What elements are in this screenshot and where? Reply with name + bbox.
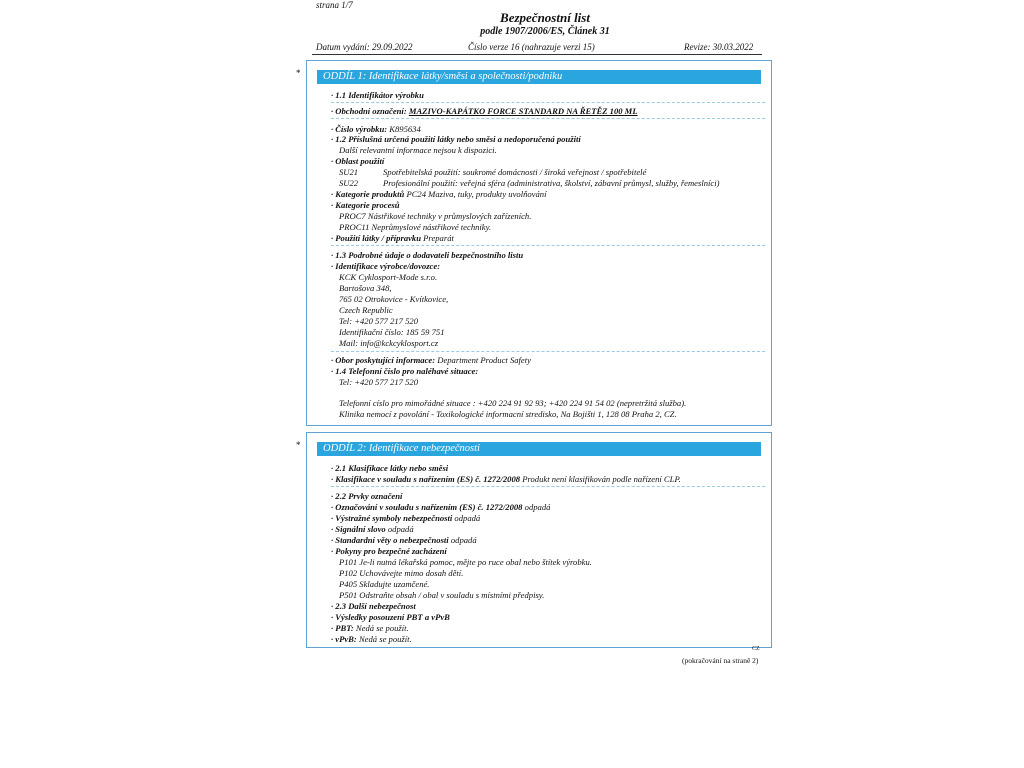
vpvb-label: · vPvB: [331, 634, 357, 644]
product-category-label: · Kategorie produktů [331, 189, 405, 199]
process-category-label: · Kategorie procesů [331, 200, 400, 210]
pbt-results-label: · Výsledky posouzení PBT a vPvB [331, 612, 450, 622]
document-subtitle: podle 1907/2006/ES, Článek 31 [480, 26, 610, 37]
information-department-row [331, 355, 531, 366]
issue-date: Datum vydání: 29.09.2022 [316, 42, 413, 52]
dashed-divider [331, 245, 765, 246]
section-2 [306, 432, 772, 648]
dashed-divider [331, 351, 765, 352]
section-2-heading: ODDÍL 2: Identifikace nebezpečnosti [317, 442, 761, 456]
company-id-number: Identifikační číslo: 185 59 751 [339, 327, 445, 337]
emergency-services-line-2: Klinika nemocí z povolání - Toxikologické informacní stredisko, Na Bojišti 1, 128 08 Praha 2, CZ. [339, 409, 677, 419]
su22-text: Profesionální použití: veřejná sféra (administrativa, školství, zábavní průmysl, služby, řemeslníci) [383, 178, 720, 188]
country-code: CZ [752, 646, 760, 652]
product-number-value: K895634 [389, 124, 421, 134]
hazard-statements-value: odpadá [450, 535, 477, 545]
pbt-value: Nedá se použít. [355, 623, 409, 633]
signal-word-row [331, 524, 414, 535]
signal-word-value: odpadá [387, 524, 414, 534]
information-department-label: · Obor poskytující informace: [331, 355, 436, 365]
use-value: Preparát [423, 233, 454, 243]
product-number-label: · Číslo výrobku: [331, 124, 388, 134]
pbt-row [331, 623, 409, 634]
su21-code: SU21 [339, 167, 359, 177]
trade-name-value: MAZIVO-KAPÁTKO FORCE STANDARD NA ŘETĚZ 100 ML [408, 106, 638, 116]
trade-name-label: · Obchodní označení: [331, 106, 407, 116]
p405-statement: P405 Skladujte uzamčené. [339, 579, 430, 589]
classification-row [331, 474, 681, 485]
revision-date: Revize: 30.03.2022 [684, 42, 754, 52]
uses-note: Další relevantní informace nejsou k dispozici. [339, 145, 497, 155]
emergency-services-line-1: Telefonní císlo pro mimořádné situace : +420 224 91 92 93; +420 224 91 54 02 (nepretržitá služba). [339, 398, 687, 408]
su21-text: Spotřebitelská použití: soukromé domácnosti / široká veřejnost / spotřebitelé [383, 167, 647, 177]
dashed-divider [331, 118, 765, 119]
continued-note: (pokračování na straně 2) [682, 656, 759, 665]
area-of-use-label: · Oblast použití [331, 156, 385, 166]
company-phone: Tel: +420 577 217 520 [339, 316, 419, 326]
use-label: · Použití látky / přípravku [331, 233, 422, 243]
hazard-symbols-value: odpadá [454, 513, 481, 523]
vpvb-value: Nedá se použít. [358, 634, 412, 644]
labelling-row [331, 502, 550, 513]
section-1 [306, 60, 772, 426]
version-number: Číslo verze 16 (nahrazuje verzi 15) [468, 42, 595, 52]
classification-value: Produkt není klasifikován podle nařízení CLP. [522, 474, 681, 484]
product-category-row [331, 189, 546, 200]
company-city: 765 02 Otrokovice - Kvítkovice, [339, 294, 449, 304]
emergency-phone: Tel: +420 577 217 520 [339, 377, 419, 387]
labelling-label: · Označování v souladu s nařízením (ES) č. 1272/2008 [331, 502, 523, 512]
classification-label: · 2.1 Klasifikace látky nebo směsi [331, 463, 449, 473]
labelling-value: odpadá [524, 502, 551, 512]
company-country: Czech Republic [339, 305, 393, 315]
use-row [331, 233, 454, 244]
header-rule [312, 54, 762, 55]
product-category-value: PC24 Maziva, tuky, produkty uvolňování [406, 189, 547, 199]
company-email: Mail: info@kckcyklosport.cz [339, 338, 439, 348]
vpvb-row [331, 634, 412, 645]
hazard-statements-row [331, 535, 477, 546]
other-hazards-label: · 2.3 Další nebezpečnost [331, 601, 416, 611]
supplier-details-label: · 1.3 Podrobné údaje o dodavateli bezpečnostního listu [331, 250, 524, 260]
precautionary-label: · Pokyny pro bezpečné zacházení [331, 546, 447, 556]
su22-row [339, 178, 719, 189]
classification-regulation-label: · Klasifikace v souladu s nařízením (ES) č. 1272/2008 [331, 474, 521, 484]
information-department-value: Department Product Safety [437, 355, 531, 365]
proc7-row: PROC7 Nástřikové techniky v průmyslových zařízeních. [339, 211, 532, 221]
change-marker: * [296, 68, 301, 78]
su22-code: SU22 [339, 178, 359, 188]
hazard-symbols-row [331, 513, 480, 524]
section-1-heading: ODDÍL 1: Identifikace látky/směsi a společnosti/podniku [317, 70, 761, 84]
emergency-phone-label: · 1.4 Telefonní číslo pro naléhavé situace: [331, 366, 479, 376]
dashed-divider [331, 102, 765, 103]
company-name: KCK Cyklosport-Mode s.r.o. [339, 272, 438, 282]
hazard-symbols-label: · Výstražné symboly nebezpečnosti [331, 513, 453, 523]
page-number: strana 1/7 [316, 0, 353, 10]
p501-statement: P501 Odstraňte obsah / obal v souladu s místními předpisy. [339, 590, 545, 600]
trade-name-row [331, 106, 638, 117]
document-title: Bezpečnostní list [500, 10, 590, 25]
p101-statement: P101 Je-li nutná lékařská pomoc, mějte po ruce obal nebo štítek výrobku. [339, 557, 592, 567]
su21-row [339, 167, 646, 178]
signal-word-label: · Signální slovo [331, 524, 386, 534]
hazard-statements-label: · Standardní věty o nebezpečnosti [331, 535, 449, 545]
proc11-row: PROC11 Neprůmyslové nástřikové techniky. [339, 222, 492, 232]
identifier-label: · 1.1 Identifikátor výrobku [331, 90, 424, 100]
pbt-label: · PBT: [331, 623, 354, 633]
p102-statement: P102 Uchovávejte mimo dosah dětí. [339, 568, 464, 578]
label-elements-label: · 2.2 Prvky označení [331, 491, 403, 501]
change-marker: * [296, 440, 301, 450]
company-street: Bartošova 348, [339, 283, 392, 293]
uses-label: · 1.2 Příslušná určená použití látky nebo směsi a nedoporučená použití [331, 134, 581, 144]
dashed-divider [331, 486, 765, 487]
manufacturer-label: · Identifikace výrobce/dovozce: [331, 261, 441, 271]
